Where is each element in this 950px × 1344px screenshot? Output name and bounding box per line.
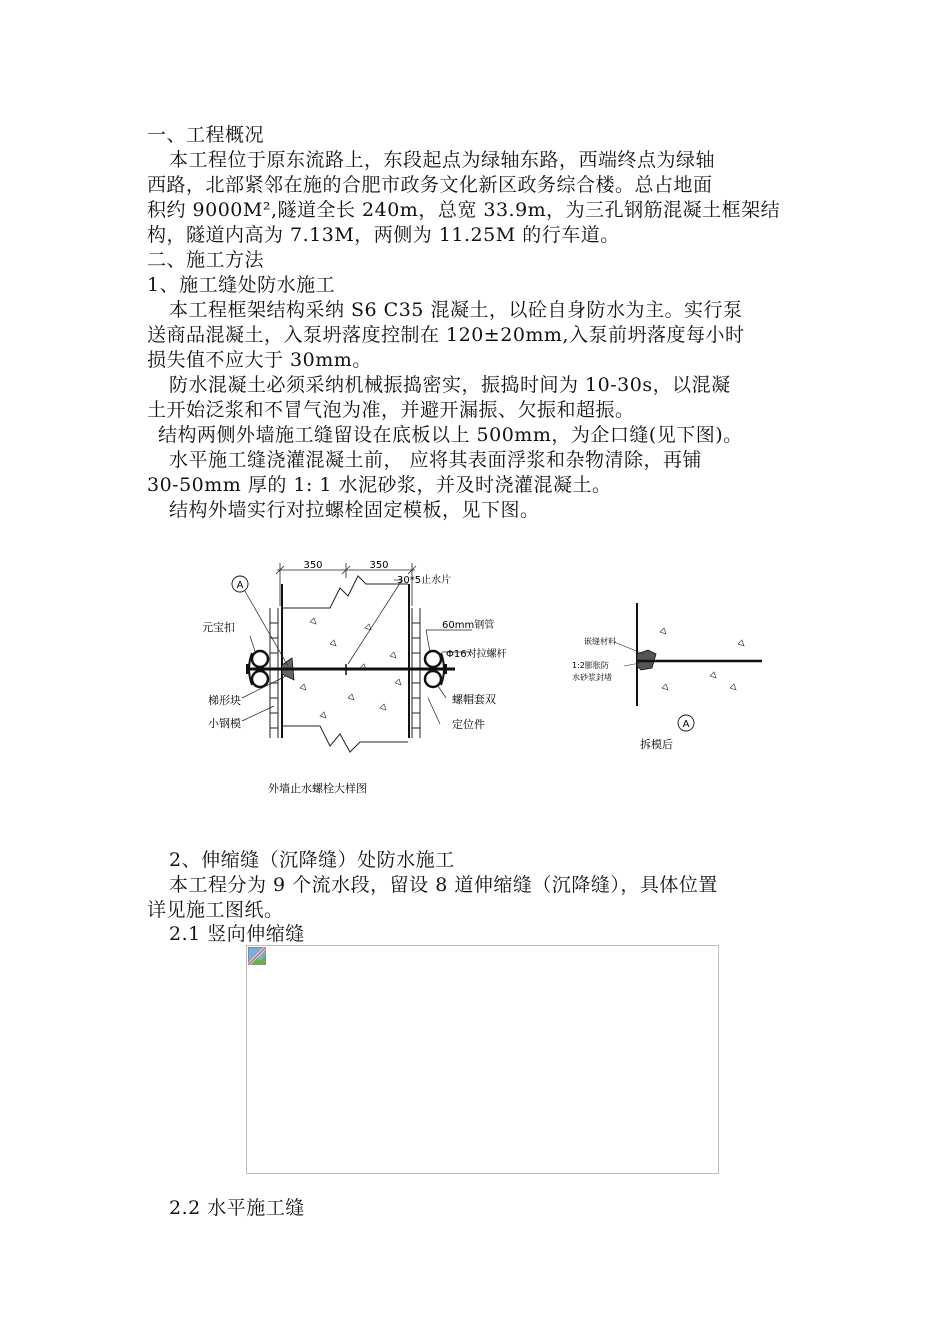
label-tie-bolt: Φ16对拉螺杆	[446, 649, 507, 660]
label-steel-pipe: 60mm钢管	[442, 620, 495, 631]
paragraph-line: 结构外墙实行对拉螺栓固定模板，见下图。	[169, 499, 540, 521]
concrete-break-line-top	[283, 576, 408, 608]
concrete-break-line-bottom	[283, 726, 408, 752]
paragraph-line: 送商品混凝土，入泵坍落度控制在 120±20mm,入泵前坍落度每小时	[147, 324, 745, 346]
paragraph-line: 本工程分为 9 个流水段，留设 8 道伸缩缝（沉降缝），具体位置	[169, 874, 718, 896]
subheading-expansion-joint: 2、伸缩缝（沉降缝）处防水施工	[169, 849, 455, 871]
subheading-horizontal-joint: 2.2 水平施工缝	[169, 1197, 305, 1219]
paragraph-line: 防水混凝土必须采纳机械振捣密实，振捣时间为 10-30s，以混凝	[169, 374, 731, 396]
svg-text:A: A	[236, 580, 244, 591]
label-waterstop: 30*5止水片	[397, 575, 452, 586]
label-locator: 定位件	[452, 718, 485, 731]
heading-project-overview: 一、工程概况	[147, 124, 265, 146]
paragraph-line: 水平施工缝浇灌混凝土前， 应将其表面浮浆和杂物清除，再铺	[169, 449, 703, 471]
paragraph-line: 本工程位于原东流路上，东段起点为绿轴东路，西端终点为绿轴	[169, 149, 716, 171]
paragraph-line: 积约 9000M²,隧道全长 240m，总宽 33.9m，为三孔钢筋混凝土框架结	[147, 199, 781, 221]
paragraph-line: 西路，北部紧邻在施的合肥市政务文化新区政务综合楼。总占地面	[147, 174, 713, 196]
figure-caption: 外墙止水螺栓大样图	[268, 782, 367, 795]
right-nut	[443, 664, 447, 674]
label-mortar-line2: 水砂浆封堵	[572, 673, 612, 682]
dimension-left: 350	[303, 560, 323, 571]
label-mortar-line1: 1:2膨胀防	[572, 661, 609, 670]
left-nut	[246, 664, 250, 674]
label-yuanbaokou: 元宝扣	[202, 621, 235, 634]
paragraph-line: 结构两侧外墙施工缝留设在底板以上 500mm，为企口缝(见下图)。	[158, 424, 743, 446]
paragraph-line: 30-50mm 厚的 1: 1 水泥砂浆，并及时浇灌混凝土。	[147, 474, 612, 496]
paragraph-line: 构，隧道内高为 7.13M，两侧为 11.25M 的行车道。	[147, 224, 620, 246]
right-formwork	[412, 608, 420, 738]
missing-image-placeholder	[246, 945, 719, 1174]
paragraph-line: 损失值不应大于 30mm。	[147, 349, 372, 371]
label-fill-material: 嵌缝材料	[584, 637, 616, 646]
after-removal-detail	[572, 603, 762, 751]
subheading-joint-waterproof: 1、施工缝处防水施工	[147, 274, 336, 296]
broken-image-icon	[248, 947, 266, 965]
paragraph-line: 土开始泛浆和不冒气泡为准，并避开漏振、欠振和超振。	[147, 399, 635, 421]
section-marker-left	[232, 576, 248, 592]
heading-construction-method: 二、施工方法	[147, 249, 265, 271]
paragraph-line: 详见施工图纸。	[147, 899, 284, 921]
label-after-removal: 拆模后	[640, 738, 673, 751]
subheading-vertical-joint: 2.1 竖向伸缩缝	[169, 923, 305, 945]
section-marker-right: A	[682, 719, 690, 730]
left-formwork	[270, 608, 278, 738]
label-double-nut: 螺帽套双	[452, 693, 496, 706]
label-trapezoid-block: 梯形块	[208, 694, 241, 707]
dimension-right: 350	[369, 560, 389, 571]
paragraph-line: 本工程框架结构采纳 S6 C35 混凝土，以砼自身防水为主。实行泵	[169, 299, 743, 321]
wall-bolt-detail-drawing	[190, 548, 780, 798]
label-small-formwork: 小钢模	[208, 717, 241, 730]
